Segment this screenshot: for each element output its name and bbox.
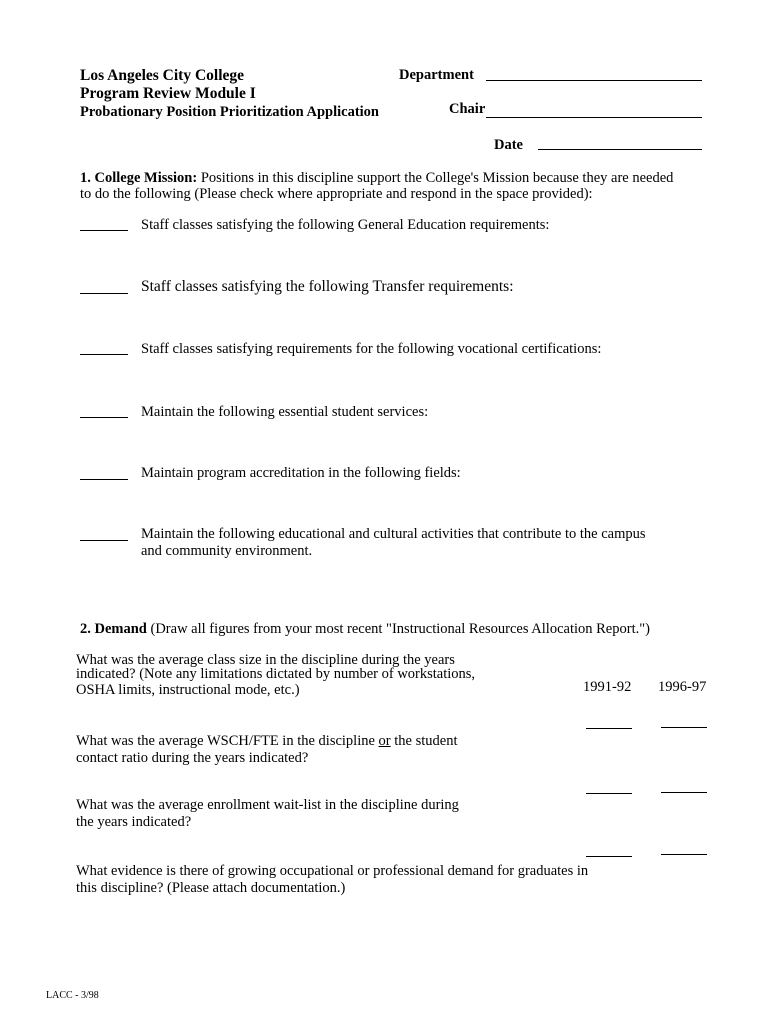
q2-line1-a: What was the average WSCH/FTE in the discipline	[76, 733, 379, 749]
option-label: Maintain program accreditation in the following fields:	[141, 465, 461, 481]
application-title: Probationary Position Prioritization Application	[80, 104, 379, 120]
option-label: Staff classes satisfying the following Transfer requirements:	[141, 278, 514, 295]
class-size-1991-field[interactable]	[586, 728, 632, 729]
check-blank[interactable]	[80, 540, 128, 541]
department-label: Department	[399, 67, 474, 83]
check-blank[interactable]	[80, 417, 128, 418]
demand-intro-text: (Draw all figures from your most recent "Instructional Resources Allocation Report.")	[150, 621, 650, 637]
q1-line1: What was the average class size in the discipline during the years	[76, 652, 455, 668]
check-blank[interactable]	[80, 293, 128, 294]
date-label: Date	[494, 137, 523, 153]
option-label: Staff classes satisfying the following General Education requirements:	[141, 217, 550, 233]
q3-line2: the years indicated?	[76, 814, 192, 830]
mission-intro-line2: to do the following (Please check where appropriate and respond in the space provided):	[80, 186, 593, 202]
q2-line1-b: the student	[390, 733, 458, 749]
mission-intro	[80, 170, 673, 187]
demand-intro	[80, 621, 650, 638]
wsch-1996-field[interactable]	[661, 792, 707, 793]
form-code: LACC - 3/98	[46, 990, 99, 1001]
module-title: Program Review Module I	[80, 85, 256, 102]
question-class-size	[76, 653, 475, 697]
chair-field[interactable]	[486, 117, 702, 118]
wait-list-1991-field[interactable]	[586, 856, 632, 857]
q1-line2: indicated? (Note any limitations dictated by number of workstations,	[76, 666, 476, 682]
check-blank[interactable]	[80, 230, 128, 231]
q4-line2: this discipline? (Please attach documentation.)	[76, 880, 346, 896]
year-header-2: 1996-97	[658, 679, 707, 695]
mission-intro-line1: Positions in this discipline support the College's Mission because they are needed	[200, 170, 674, 186]
year-header-1: 1991-92	[583, 679, 632, 695]
question-wsch	[76, 733, 458, 767]
check-blank[interactable]	[80, 479, 128, 480]
option-label: Maintain the following essential student services:	[141, 404, 429, 420]
q2-line1	[76, 733, 458, 750]
check-blank[interactable]	[80, 354, 128, 355]
mission-title: 1. College Mission:	[80, 170, 198, 186]
wsch-1991-field[interactable]	[586, 793, 632, 794]
demand-title: 2. Demand	[80, 621, 147, 637]
question-occupational-demand	[76, 863, 588, 897]
option-label-continued: and community environment.	[141, 543, 313, 559]
option-label: Staff classes satisfying requirements for the following vocational certifications:	[141, 341, 602, 357]
department-field[interactable]	[486, 80, 702, 81]
q2-line2: contact ratio during the years indicated?	[76, 750, 309, 766]
q2-line1-or: or	[378, 733, 391, 749]
class-size-1996-field[interactable]	[661, 727, 707, 728]
q1-line3: OSHA limits, instructional mode, etc.)	[76, 682, 300, 698]
chair-label: Chair	[449, 101, 486, 117]
date-field[interactable]	[538, 149, 702, 150]
wait-list-1996-field[interactable]	[661, 854, 707, 855]
q3-line1: What was the average enrollment wait-list in the discipline during	[76, 797, 459, 813]
question-wait-list	[76, 797, 459, 831]
option-label: Maintain the following educational and cultural activities that contribute to the campus	[141, 526, 646, 542]
q4-line1: What evidence is there of growing occupational or professional demand for graduates in	[76, 863, 589, 879]
college-name: Los Angeles City College	[80, 67, 245, 84]
